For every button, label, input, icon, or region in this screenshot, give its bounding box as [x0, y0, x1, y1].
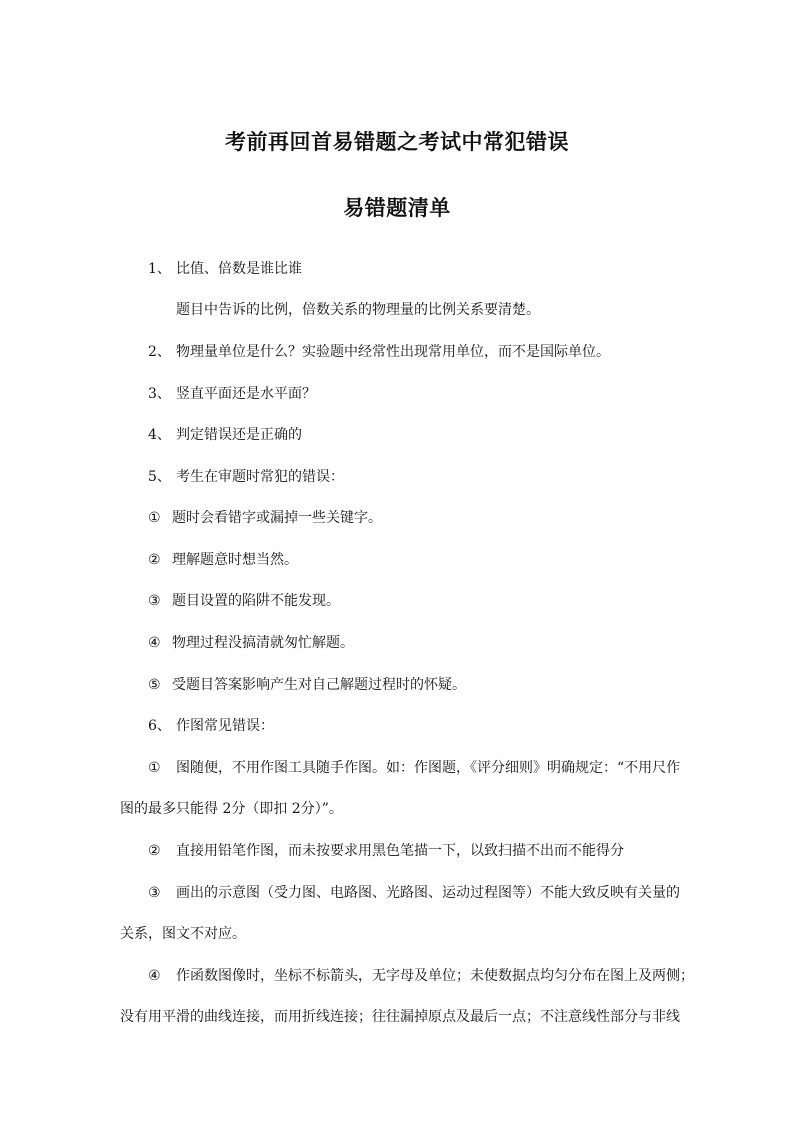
item-text: 理解题意时想当然。: [172, 552, 298, 568]
item-number: ②: [148, 843, 161, 859]
list-item: [148, 675, 466, 695]
item-text: 物理过程没搞清就匆忙解题。: [172, 635, 354, 651]
list-item: [148, 758, 680, 778]
item-text: 比值、倍数是谁比谁: [176, 261, 302, 277]
list-item: [148, 591, 340, 611]
list-item: [148, 633, 354, 653]
item-text: 画出的示意图（受力图、电路图、光路图、运动过程图等）不能大致反映有关量的: [176, 885, 680, 901]
list-item: [176, 300, 540, 320]
item-number: 4、: [148, 427, 171, 443]
item-text: 判定错误还是正确的: [176, 427, 302, 443]
list-item: [148, 425, 302, 445]
item-number: ④: [148, 635, 161, 651]
item-text: 受题目答案影响产生对自己解题过程时的怀疑。: [172, 677, 466, 693]
list-item: [120, 924, 246, 944]
item-text: 图随便，不用作图工具随手作图。如：作图题，《评分细则》明确规定：“不用尺作: [176, 760, 681, 776]
item-text: 作函数图像时，坐标不标箭头，无字母及单位；未使数据点均匀分布在图上及两侧；: [176, 968, 694, 984]
list-item: [148, 716, 274, 736]
item-number: ①: [148, 510, 161, 526]
item-text: 作图常见错误：: [176, 718, 274, 734]
item-text: 直接用铅笔作图，而未按要求用黑色笔描一下，以致扫描不出而不能得分: [176, 843, 624, 859]
item-text: 考生在审题时常犯的错误：: [176, 469, 344, 485]
list-item: [148, 467, 344, 487]
item-number: ④: [148, 968, 161, 984]
item-number: ②: [148, 552, 161, 568]
item-number: 6、: [148, 718, 171, 734]
item-number: ③: [148, 593, 161, 609]
item-text: 物理量单位是什么？实验题中经常性出现常用单位，而不是国际单位。: [176, 344, 610, 360]
item-text: 没有用平滑的曲线连接，而用折线连接；往往漏掉原点及最后一点；不注意线性部分与非线: [120, 1009, 680, 1025]
item-number: 5、: [148, 469, 171, 485]
item-text: 题时会看错字或漏掉一些关键字。: [172, 510, 382, 526]
item-number: ⑤: [148, 677, 161, 693]
document-title: 考前再回首易错题之考试中常犯错误: [225, 129, 569, 154]
item-text: 关系，图文不对应。: [120, 926, 246, 942]
item-text: 图的最多只能得 2分（即扣 2分）”。: [120, 801, 343, 817]
list-item: [148, 841, 624, 861]
list-item: [148, 508, 382, 528]
list-item: [148, 384, 316, 404]
item-text: 题目设置的陷阱不能发现。: [172, 593, 340, 609]
list-item: [120, 799, 343, 819]
item-text: 竖直平面还是水平面？: [176, 386, 316, 402]
item-number: ③: [148, 885, 161, 901]
item-number: 2、: [148, 344, 171, 360]
list-item: [148, 342, 610, 362]
item-number: ①: [148, 760, 161, 776]
item-number: 3、: [148, 386, 171, 402]
item-number: 1、: [148, 261, 171, 277]
list-item: [148, 259, 302, 279]
document-subtitle: 易错题清单: [343, 195, 451, 220]
list-item: [148, 550, 298, 570]
list-item: [148, 966, 694, 986]
list-item: [148, 883, 680, 903]
item-text: 题目中告诉的比例，倍数关系的物理量的比例关系要清楚。: [176, 302, 540, 318]
list-item: [120, 1007, 680, 1027]
